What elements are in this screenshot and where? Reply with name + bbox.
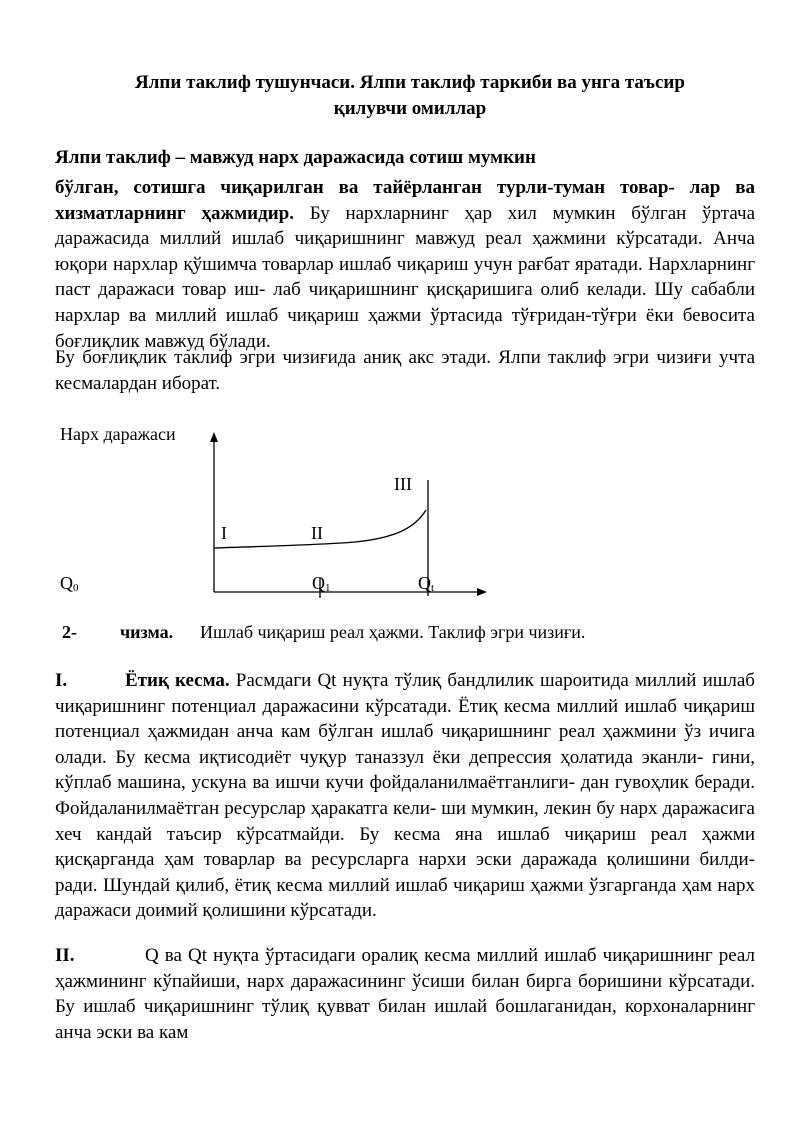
qt-label: Qt (418, 573, 435, 594)
section-1-text: Расмдаги Qt нуқта тўлиқ бандлилик шароитида миллий ишлаб чиқаришнинг потенциал даражасини кўрсатади. Ётиқ кесма миллий ишлаб чиқариш потенциал ҳажмидан анча кам бўлган ишлаб чиқаришнинг реал ҳажмини ўз ичига олади. Бу кесма иқтисодиёт чуқур таназзул ёки депрессия ҳолатида эканли- гини, кўплаб машина, ускуна ва ишчи кучи фойдаланилмаётганлиги- дан гувоҳлик беради. Фойдаланилмаётган ресурслар ҳаракатга кели- ши мумкин, лекин бу нарх даражасига хеч кандай таъсир кўрсатмайди. Бу кесма яна ишлаб чиқариш реал ҳажми қисқарганда ҳам товарлар ва ресурсларга нархи эски даражада қолишини билди- ради. Шундай қилиб, ётиқ кесма миллий ишлаб чиқариш ҳажми ўзгарганда ҳам нарх даражаси доимий қолишини кўрсатади. (55, 670, 755, 922)
caption-word: чизма. (120, 622, 174, 642)
q0-label: Q0 (60, 573, 79, 594)
segment-label-1: I (221, 523, 227, 543)
x-axis-arrow (477, 588, 487, 596)
intro-paragraph (55, 175, 755, 354)
intro-text: Бу нархларнинг ҳар хил мумкин бўлган ўртача даражасида миллий ишлаб чиқаришнинг мавжуд реал ҳажмини кўрсатади. Анча юқори нархлар қўшимча товарлар ишлаб чиқариш учун рағбат яратади. Нархларнинг паст даражаси товар иш- лаб чиқаришнинг қисқаришига олиб келади. Шу сабабли нархлар ва миллий ишлаб чиқариш ҳажми ўртасида тўғридан-тўғри ёки бевосита боғлиқлик мавжуд бўлади. (55, 202, 756, 352)
y-axis-arrow (210, 432, 218, 442)
section-1-paragraph (55, 668, 755, 924)
document-title (80, 70, 740, 122)
relation-paragraph: Бу боғлиқлик таклиф эгри чизиғида аниқ акс этади. Ялпи таклиф эгри чизиғи учта кесмалардан иборат. (55, 347, 755, 394)
caption-number: 2- (62, 622, 77, 642)
supply-curve-graph (0, 410, 800, 610)
title-line-1: Ялпи таклиф тушунчаси. Ялпи таклиф таркиби ва унга таъсир (135, 72, 685, 93)
y-axis-label: Нарх даражаси (60, 424, 176, 444)
section-1-label: I. (55, 670, 68, 691)
figure-caption (62, 622, 585, 643)
segment-label-2: II (311, 523, 323, 543)
segment-label-3: III (394, 474, 412, 494)
intro-bold-first-line: Ялпи таклиф – мавжуд нарх даражасида сотиш мумкин (55, 147, 536, 168)
intro-definition: бўлган, сотишга чиқарилган ва тайёрланган турли-туман товар- лар ва хизматларнинг ҳажмидир. (55, 177, 755, 224)
caption-text: Ишлаб чиқариш реал ҳажми. Таклиф эгри чизиғи. (200, 622, 586, 642)
section-2-paragraph (55, 943, 755, 1045)
title-line-2: қилувчи омиллар (333, 98, 487, 119)
section-1-heading: Ётиқ кесма. (125, 670, 230, 691)
section-2-text: Q ва Qt нуқта ўртасидаги оралиқ кесма миллий ишлаб чиқаришнинг реал ҳажмининг кўпайиши, нарх даражасининг ўсиши билан бирга боришини кўрсатади. Бу ишлаб чиқаришнинг тўлиқ қувват билан ишлай бошлаганидан, корхоналарнинг анча эски ва кам (55, 945, 755, 1043)
q1-label: Q1 (312, 573, 331, 594)
section-2-label: II. (55, 945, 75, 966)
